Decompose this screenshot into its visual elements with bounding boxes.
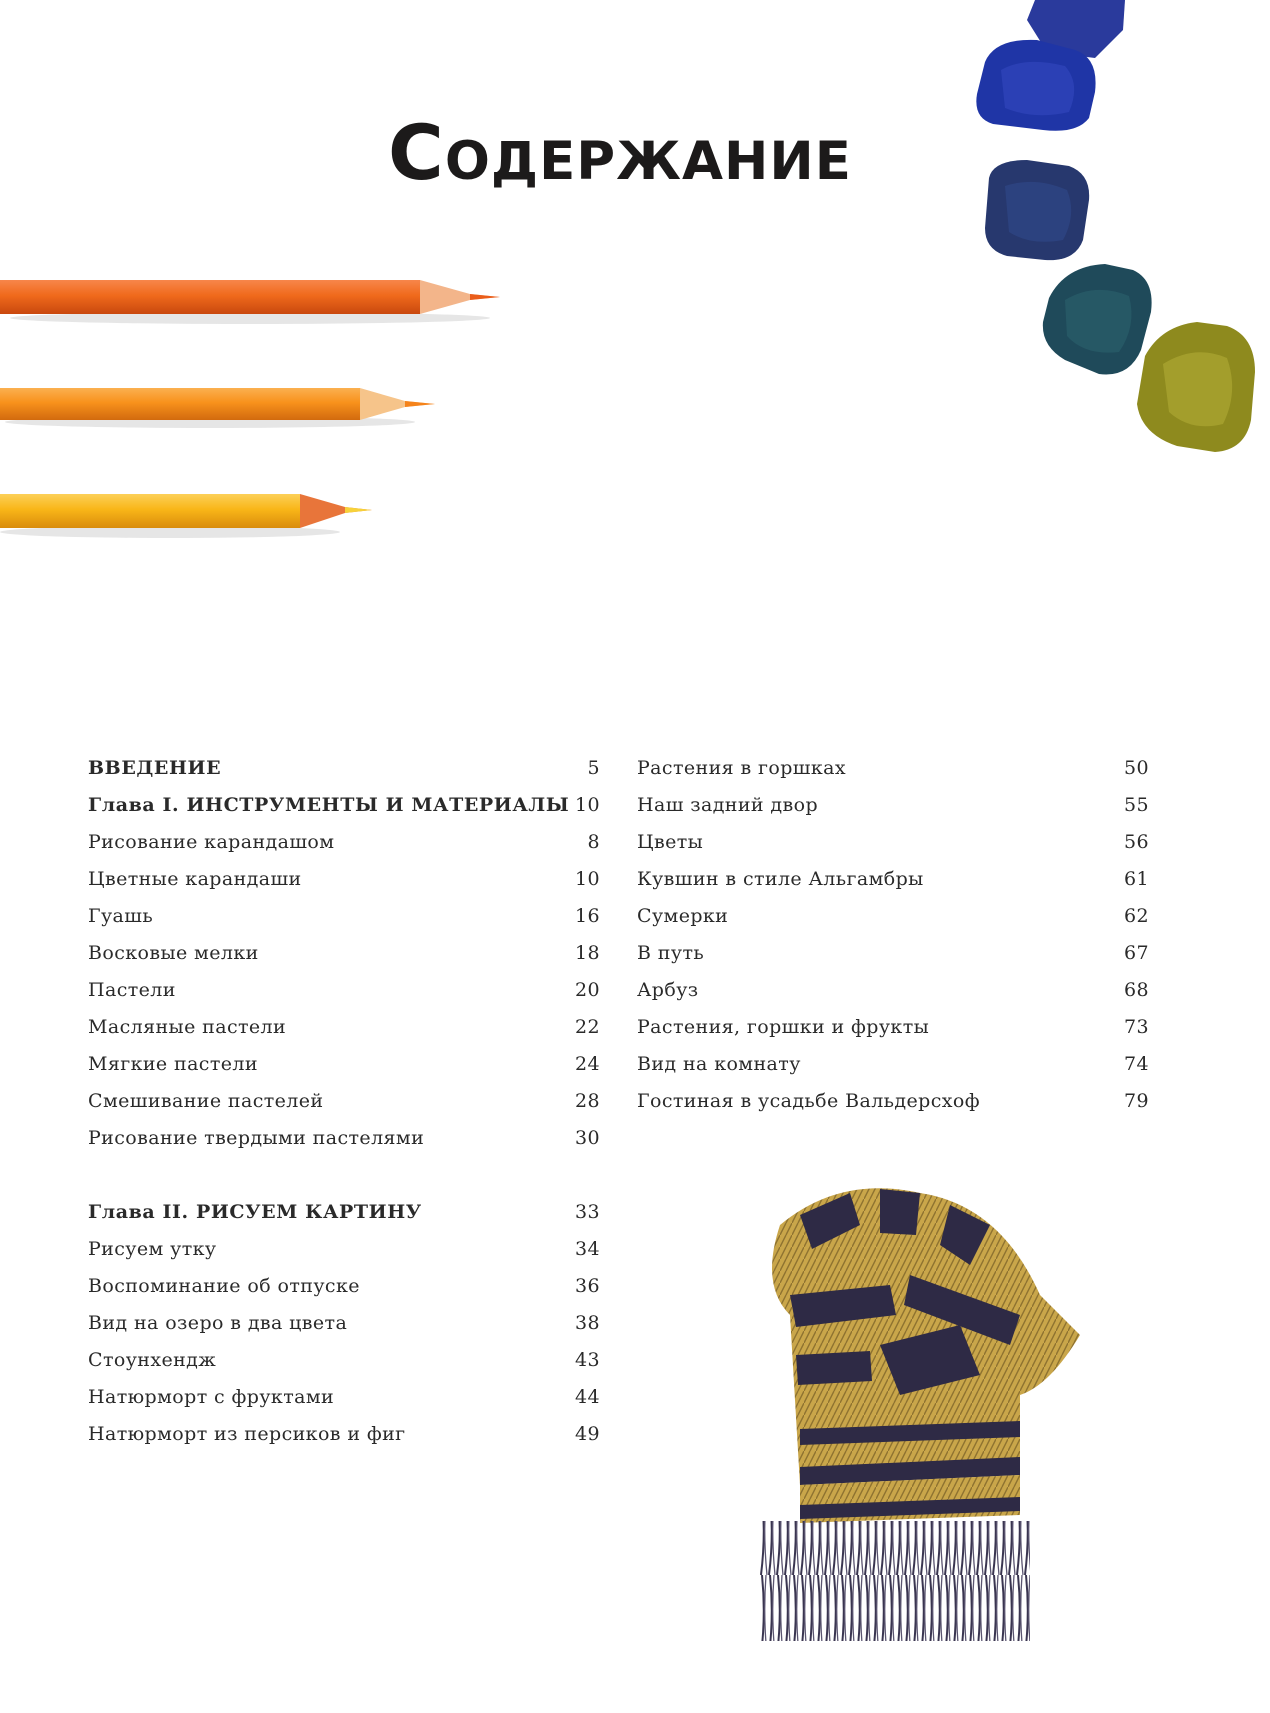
toc-entry-text: ИНСТРУМЕНТЫ И МАТЕРИАЛЫ: [186, 794, 570, 816]
toc-entry-title: [88, 972, 176, 1009]
scarf-body: [760, 1188, 1080, 1641]
toc-entry-text: Вид на комнату: [637, 1053, 801, 1075]
toc-entry: [88, 935, 600, 972]
toc-entry: [88, 1305, 600, 1342]
toc-entry: [637, 972, 1149, 1009]
toc-entry-title: [88, 1416, 406, 1453]
toc-entry-text: Цветные карандаши: [88, 868, 302, 890]
toc-entry-text: Смешивание пастелей: [88, 1090, 324, 1112]
toc-entry-page: 18: [575, 942, 600, 964]
toc-entry: [637, 935, 1149, 972]
toc-entry-text: ВВЕДЕНИЕ: [88, 757, 222, 779]
toc-entry-title: [637, 1009, 929, 1046]
toc-entry-text: Цветы: [637, 831, 704, 853]
toc-entry-text: Рисование твердыми пастелями: [88, 1127, 425, 1149]
toc-right-column: [637, 750, 1149, 1120]
toc-entry-title: [88, 787, 569, 824]
toc-entry-text: Стоунхендж: [88, 1349, 217, 1371]
toc-entry-text: Воспоминание об отпуске: [88, 1275, 360, 1297]
toc-entry-page: 56: [1124, 831, 1149, 853]
toc-entry-text: Рисуем утку: [88, 1238, 217, 1260]
toc-entry-title: [88, 1009, 286, 1046]
toc-entry-page: 38: [575, 1312, 600, 1334]
toc-entry-title: [88, 1305, 347, 1342]
toc-entry: [88, 1083, 600, 1120]
toc-entry-text: Сумерки: [637, 905, 729, 927]
chapter-number: Глава I.: [88, 794, 180, 816]
toc-entry-title: [637, 824, 703, 861]
toc-entry-title: [88, 1120, 424, 1157]
toc-entry-page: 30: [575, 1127, 600, 1149]
toc-entry-text: РИСУЕМ КАРТИНУ: [195, 1201, 422, 1223]
toc-entry-title: [88, 824, 334, 861]
toc-entry-text: Пастели: [88, 979, 176, 1001]
toc-entry-text: Восковые мелки: [88, 942, 259, 964]
toc-entry-page: 50: [1124, 757, 1149, 779]
toc-entry-text: Натюрморт из персиков и фиг: [88, 1423, 406, 1445]
toc-entry-text: Гуашь: [88, 905, 154, 927]
toc-entry: [88, 1120, 600, 1157]
woven-scarf-illustration: [720, 1175, 1140, 1695]
toc-entry: [88, 1268, 600, 1305]
toc-entry-title: [637, 750, 846, 787]
toc-entry-text: Мягкие пастели: [88, 1053, 258, 1075]
toc-entry-page: 62: [1124, 905, 1149, 927]
toc-entry-page: 20: [575, 979, 600, 1001]
toc-entry-page: 49: [575, 1423, 600, 1445]
toc-entry-page: 67: [1124, 942, 1149, 964]
toc-entry-title: [88, 898, 153, 935]
toc-entry-page: 8: [587, 831, 600, 853]
toc-entry: [88, 861, 600, 898]
toc-entry: [637, 1046, 1149, 1083]
colored-pencils-illustration: [0, 270, 520, 550]
toc-entry: [88, 750, 600, 787]
toc-entry-title: [88, 1342, 216, 1379]
toc-entry-page: 16: [575, 905, 600, 927]
toc-entry-page: 79: [1124, 1090, 1149, 1112]
toc-entry-page: 33: [575, 1201, 600, 1223]
toc-entry-text: В путь: [637, 942, 705, 964]
paint-pan-blue-2: [976, 40, 1095, 131]
toc-entry-title: [88, 750, 221, 787]
toc-entry: [88, 787, 600, 824]
toc-entry-title: [637, 935, 704, 972]
paint-pans-illustration: [965, 0, 1270, 470]
toc-entry-title: [88, 1083, 324, 1120]
paint-pan-blue-3: [985, 160, 1089, 260]
toc-entry-text: Натюрморт с фруктами: [88, 1386, 335, 1408]
toc-entry-title: [88, 1268, 360, 1305]
toc-entry: [88, 1231, 600, 1268]
toc-entry: [88, 1046, 600, 1083]
orange-pencil: [0, 388, 435, 428]
toc-entry-page: 68: [1124, 979, 1149, 1001]
toc-entry-page: 34: [575, 1238, 600, 1260]
toc-entry: [88, 1194, 600, 1231]
toc-entry: [88, 1416, 600, 1453]
toc-entry-page: 10: [575, 794, 600, 816]
toc-entry-title: [637, 898, 728, 935]
chapter-number: Глава II.: [88, 1201, 189, 1223]
toc-entry-text: Рисование карандашом: [88, 831, 335, 853]
toc-entry: [637, 787, 1149, 824]
toc-entry: [88, 972, 600, 1009]
toc-entry-title: [88, 861, 302, 898]
toc-entry-page: 55: [1124, 794, 1149, 816]
toc-entry-title: [88, 935, 259, 972]
toc-entry-text: Арбуз: [637, 979, 699, 1001]
red-orange-pencil: [0, 280, 500, 324]
toc-entry-text: Кувшин в стиле Альгамбры: [637, 868, 924, 890]
toc-entry-page: 43: [575, 1349, 600, 1371]
toc-entry: [88, 898, 600, 935]
toc-entry: [88, 1342, 600, 1379]
toc-entry-page: 73: [1124, 1016, 1149, 1038]
toc-entry-text: Наш задний двор: [637, 794, 819, 816]
toc-entry-page: 5: [587, 757, 600, 779]
toc-entry-page: 22: [575, 1016, 600, 1038]
toc-entry-page: 10: [575, 868, 600, 890]
toc-entry-title: [637, 861, 924, 898]
toc-entry-title: [637, 1046, 801, 1083]
toc-entry: [88, 1379, 600, 1416]
toc-entry: [88, 824, 600, 861]
toc-entry: [637, 1083, 1149, 1120]
toc-left-column: [88, 750, 600, 1453]
toc-entry-text: Масляные пастели: [88, 1016, 287, 1038]
toc-entry-text: Гостиная в усадьбе Вальдерсхоф: [637, 1090, 980, 1112]
toc-entry: [637, 1009, 1149, 1046]
toc-entry-page: 74: [1124, 1053, 1149, 1075]
toc-entry-title: [88, 1231, 216, 1268]
toc-entry-page: 24: [575, 1053, 600, 1075]
toc-entry-page: 36: [575, 1275, 600, 1297]
toc-entry-text: Растения, горшки и фрукты: [637, 1016, 930, 1038]
toc-entry: [88, 1009, 600, 1046]
toc-entry-title: [637, 787, 818, 824]
toc-entry: [637, 824, 1149, 861]
toc-entry-title: [637, 972, 699, 1009]
page-title: Содержание: [388, 108, 852, 197]
toc-entry-page: 28: [575, 1090, 600, 1112]
toc-entry-page: 61: [1124, 868, 1149, 890]
toc-entry: [637, 861, 1149, 898]
toc-entry-page: 44: [575, 1386, 600, 1408]
toc-entry-title: [88, 1379, 334, 1416]
paint-pan-teal: [1043, 264, 1152, 375]
toc-entry-text: Растения в горшках: [637, 757, 846, 779]
yellow-pencil: [0, 494, 372, 538]
toc-entry-title: [88, 1046, 258, 1083]
toc-entry-text: Вид на озеро в два цвета: [88, 1312, 348, 1334]
toc-entry: [637, 898, 1149, 935]
paint-pan-olive: [1137, 322, 1255, 452]
toc-entry: [637, 750, 1149, 787]
toc-entry-title: [637, 1083, 980, 1120]
toc-entry-title: [88, 1194, 422, 1231]
